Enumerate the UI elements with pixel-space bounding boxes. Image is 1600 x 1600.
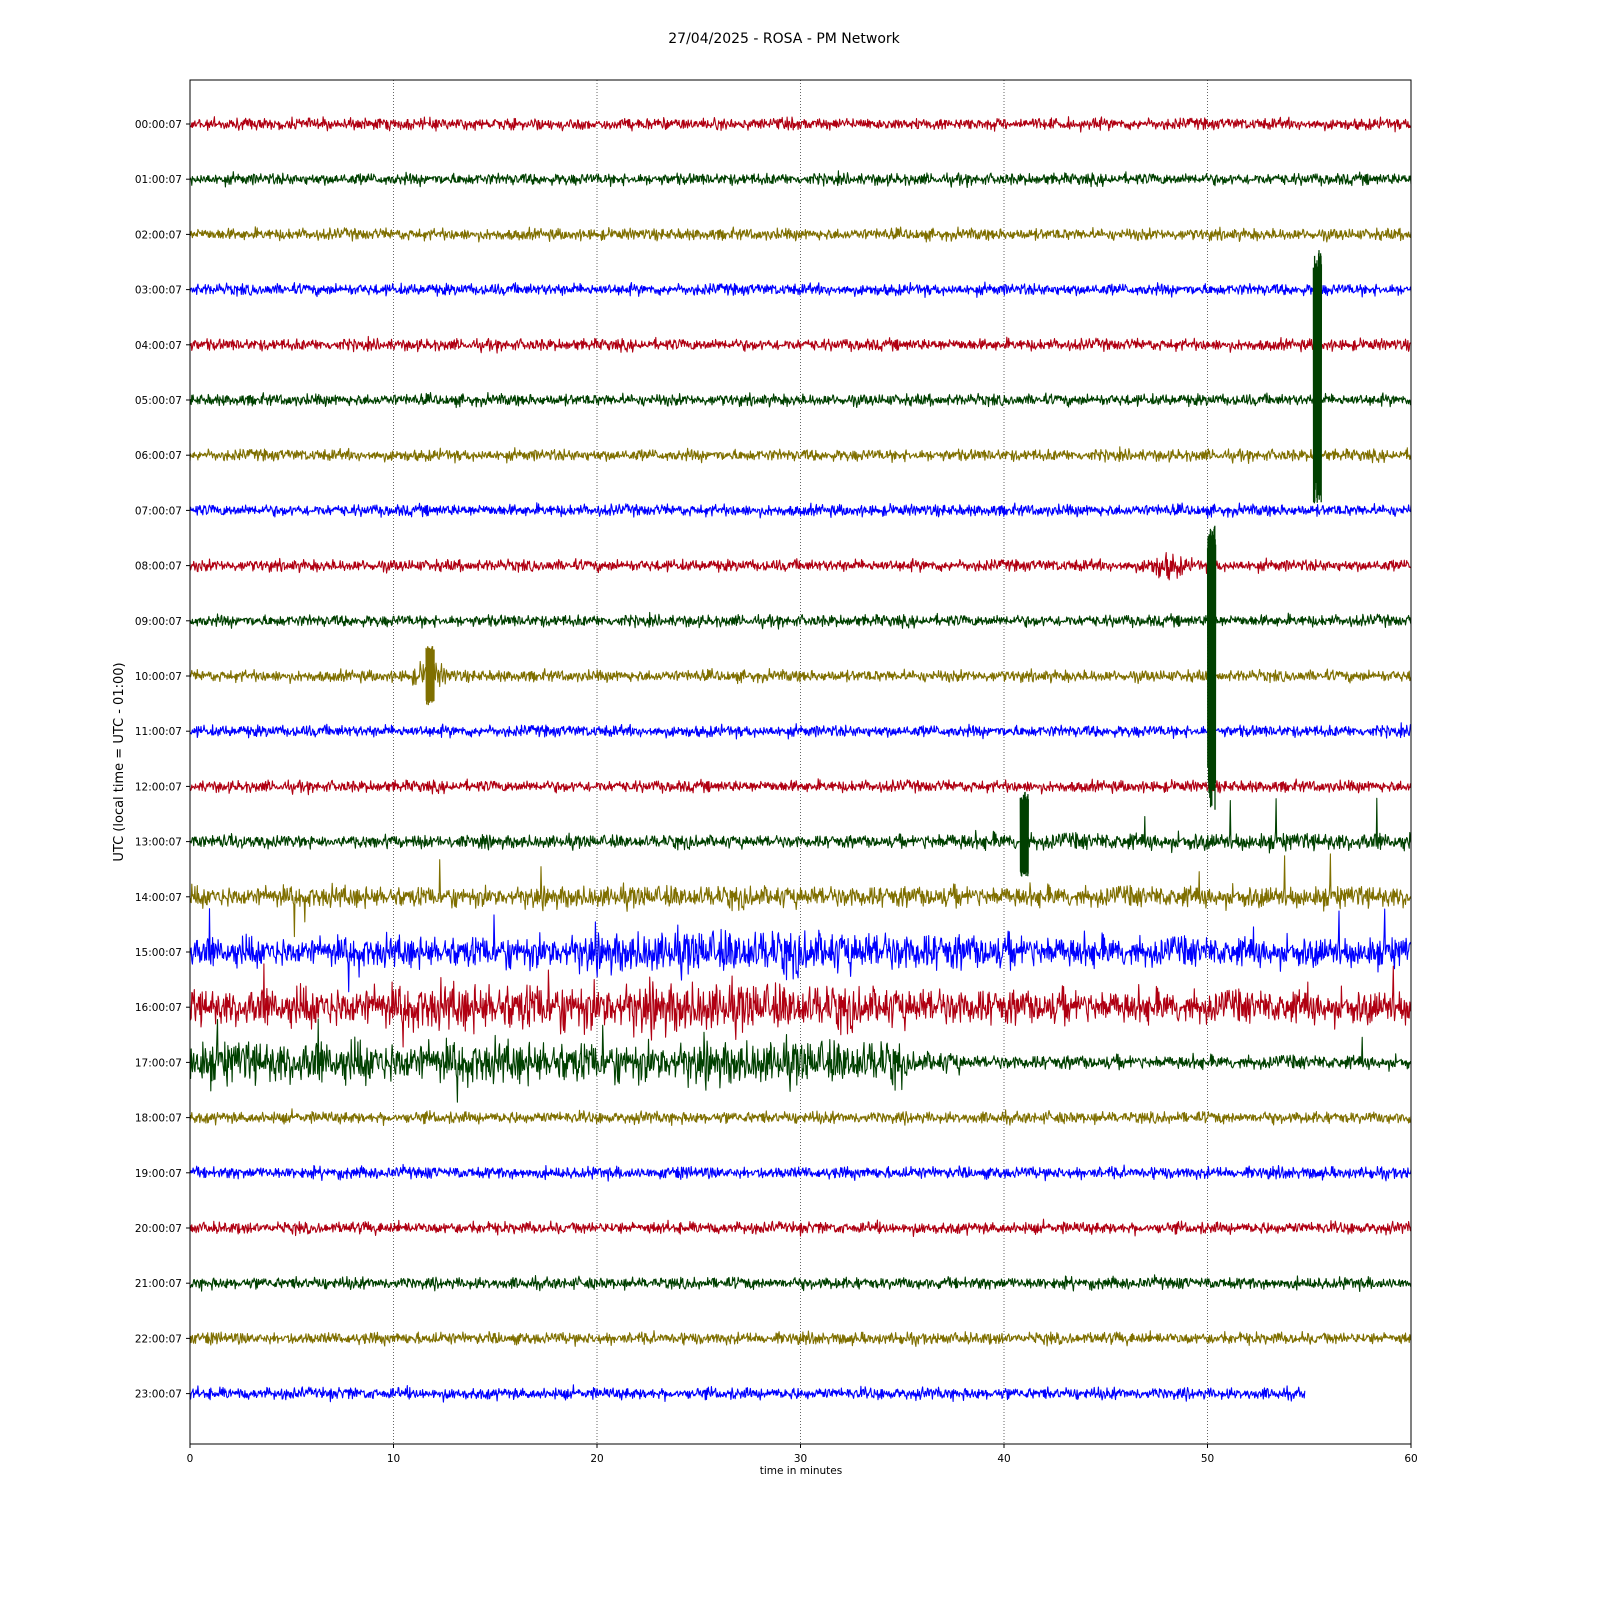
x-tick-label: 20: [590, 1453, 604, 1465]
event-spike: [1020, 792, 1028, 877]
row-time-label: 21:00:07: [134, 1278, 182, 1291]
row-time-label: 02:00:07: [134, 229, 182, 242]
x-tick-label: 10: [386, 1453, 401, 1465]
row-time-label: 10:00:07: [134, 671, 182, 683]
event-spike: [1313, 250, 1321, 503]
row-time-label: 07:00:07: [134, 505, 182, 518]
event-spike: [1208, 526, 1216, 810]
row-time-label: 05:00:07: [134, 395, 182, 407]
trace-row-12-00-07: [190, 779, 1411, 795]
row-time-labels: [135, 119, 190, 1401]
row-time-label: 15:00:07: [134, 947, 182, 959]
chart-title: 27/04/2025 - ROSA - PM Network: [668, 31, 900, 47]
x-tick-label: 0: [186, 1453, 194, 1465]
row-time-label: 14:00:07: [134, 891, 182, 904]
row-time-label: 01:00:07: [134, 174, 182, 187]
row-time-label: 13:00:07: [134, 836, 182, 849]
x-axis-label: time in minutes: [759, 1465, 843, 1477]
row-time-label: 17:00:07: [134, 1057, 182, 1070]
trace-rows: [190, 117, 1411, 1402]
row-time-label: 12:00:07: [134, 781, 182, 794]
row-time-label: 16:00:07: [134, 1002, 182, 1015]
trace-row-15-00-07: [190, 909, 1411, 992]
row-time-label: 18:00:07: [134, 1112, 182, 1125]
row-time-label: 03:00:07: [134, 284, 182, 297]
event-spike: [426, 646, 434, 705]
trace-row-22-00-07: [190, 1331, 1411, 1347]
x-tick-label: 40: [997, 1453, 1011, 1465]
row-time-label: 06:00:07: [134, 450, 182, 463]
x-tick-label: 30: [793, 1453, 808, 1465]
x-tick-label: 50: [1200, 1453, 1215, 1465]
trace-row-07-00-07: [190, 503, 1411, 518]
row-time-label: 19:00:07: [134, 1167, 182, 1180]
row-time-label: 04:00:07: [134, 339, 182, 352]
row-time-label: 00:00:07: [134, 119, 182, 131]
trace-row-23-00-07: [190, 1385, 1305, 1402]
row-time-label: 22:00:07: [134, 1333, 182, 1346]
x-axis-ticks: [187, 1444, 1418, 1465]
x-tick-label: 60: [1404, 1453, 1418, 1465]
trace-row-05-00-07: [190, 393, 1411, 408]
row-time-label: 20:00:07: [134, 1223, 182, 1235]
row-time-label: 11:00:07: [134, 726, 182, 739]
trace-row-18-00-07: [190, 1109, 1411, 1126]
y-axis-label: UTC (local time = UTC - 01:00): [112, 662, 127, 862]
trace-row-20-00-07: [190, 1219, 1411, 1236]
row-time-label: 08:00:07: [134, 560, 182, 573]
row-time-label: 23:00:07: [134, 1388, 182, 1401]
row-time-label: 09:00:07: [134, 615, 182, 628]
